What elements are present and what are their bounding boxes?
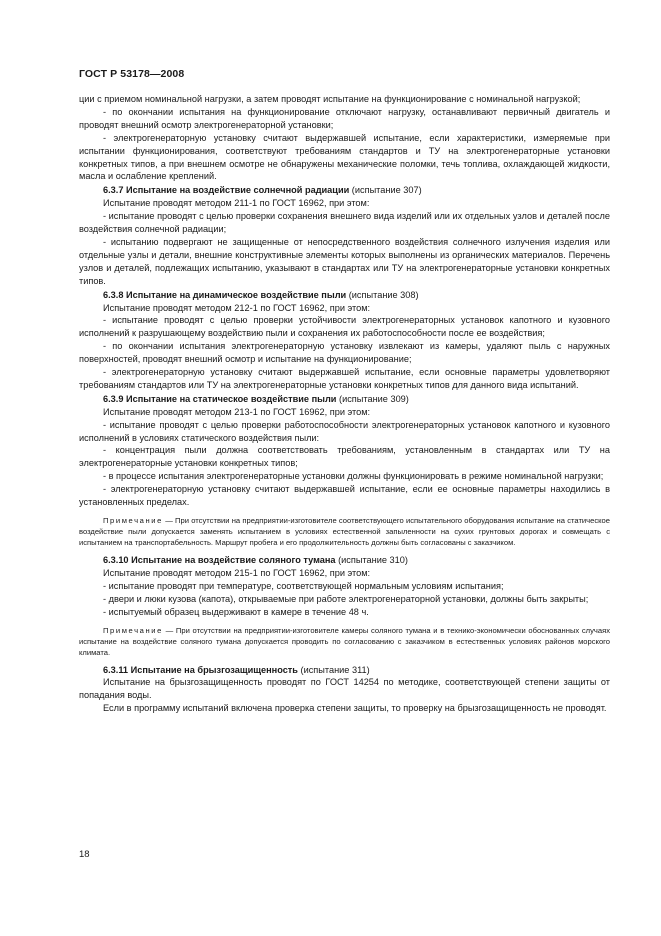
note-1	[79, 515, 610, 548]
paragraph: - в процессе испытания электрогенераторные установки должны функционировать в режиме номинальной нагрузки;	[103, 471, 604, 482]
section-title: Испытание на брызгозащищенность	[130, 664, 298, 675]
paragraph: - по окончании испытания электрогенераторную установку извлекают из камеры, удаляют пыль с наружных поверхностей, проводят внешний осмотр и испытание на функционирование;	[79, 341, 610, 365]
paragraph: Если в программу испытаний включена проверка степени защиты, то проверку на брызгозащищенность не проводят.	[103, 703, 607, 714]
paragraph: Испытание проводят методом 211-1 по ГОСТ 16962, при этом:	[103, 198, 370, 209]
document-body	[79, 93, 610, 715]
note-text: — При отсутствии на предприятии-изготовителе соответствующего испытательного оборудования испытание на статическое воздействие пыли допускается заменять испытанием в условиях естественной запыленности на сухих грунтовых дорогах и совмещать с испытанием на транспортабельность. Маршрут пробега и его продолжительность должны быть согласованы с заказчиком.	[79, 516, 610, 547]
paragraph: - испытание проводят с целью проверки работоспособности электрогенераторных установок капотного и кузовного исполнений в условиях статического воздействия пыли:	[79, 419, 610, 443]
section-suffix: (испытание 307)	[349, 185, 422, 196]
paragraph: - электрогенераторную установку считают выдержавшей испытание, если основные параметры удовлетворяют требованиям стандартов или ТУ на электрогенераторные установки конкретных типов для данного вида испытаний.	[79, 367, 610, 390]
note-label: Примечание	[103, 516, 163, 525]
section-heading-6-3-11	[79, 664, 610, 677]
section-number: 6.3.11	[103, 664, 129, 675]
note-text: — При отсутствии на предприятии-изготовителе камеры соляного тумана и в технико-экономически обоснованных случаях испытание на воздействие соляного тумана допускается проводить по согласованию с заказчиком в естественных условиях районов морского климата.	[79, 625, 610, 657]
paragraph: Испытание на брызгозащищенность проводят по ГОСТ 14254 по методике, соответствующей степени защиты от попадания воды.	[79, 677, 610, 701]
section-number: 6.3.8	[103, 289, 124, 300]
note-label: Примечание	[103, 625, 163, 635]
paragraph: Испытание проводят методом 212-1 по ГОСТ 16962, при этом:	[103, 302, 371, 313]
section-number: 6.3.7	[103, 185, 124, 196]
section-suffix: (испытание 308)	[346, 289, 419, 300]
section-suffix: (испытание 311)	[297, 664, 370, 675]
document-header: ГОСТ Р 53178—2008	[79, 68, 185, 80]
section-number: 6.3.9	[103, 393, 124, 404]
paragraph: - электрогенераторную установку считают выдержавшей испытание, если характеристики, измеряемые при испытании функционирования, соответствуют требованиям стандартов и ТУ на электрогенераторные установки конкретных типов, а при внешнем осмотре не обнаружены механические поломки, течь топлива, охлаждающей жидкости, масла и ослабление креплений.	[79, 132, 610, 182]
paragraph: Испытание проводят методом 215-1 по ГОСТ 16962, при этом:	[103, 567, 371, 578]
paragraph: - по окончании испытания на функционирование отключают нагрузку, останавливают первичный двигатель и проводят внешний осмотр электрогенераторной установки;	[79, 106, 610, 130]
section-number: 6.3.10	[103, 555, 129, 565]
section-title: Испытание на статическое воздействие пыли	[126, 393, 337, 404]
paragraph: - электрогенераторную установку считают выдержавшей испытание, если ее основные параметры находились в установленных пределах.	[79, 484, 610, 508]
section-title: Испытание на воздействие солнечной радиации	[126, 185, 350, 196]
section-heading-6-3-8	[79, 289, 610, 302]
section-suffix: (испытание 309)	[336, 393, 409, 404]
section-title: Испытание на воздействие соляного тумана	[131, 555, 336, 565]
section-heading-6-3-9	[79, 393, 610, 406]
paragraph: - испытание проводят с целью проверки устойчивости электрогенераторных установок капотного и кузовного исполнений к разрушающему воздействию пыли и сохранения их работоспособности после ее воздействия;	[79, 315, 610, 339]
paragraph: - концентрация пыли должна соответствовать требованиям, установленным в стандартах или ТУ на электрогенераторные установки конкретных типов;	[79, 445, 610, 469]
section-suffix: (испытание 310)	[335, 555, 408, 565]
paragraph: - испытуемый образец выдерживают в камере в течение 48 ч.	[103, 606, 369, 617]
paragraph: - испытанию подвергают не защищенные от непосредственного воздействия солнечного излучения изделия или отдельные узлы и детали, внешние конструктивные элементы которых выполнены из органических материалов. Перечень узлов и деталей, подлежащих испытанию, указывают в стандартах или ТУ на электрогенераторные установки конкретных типов.	[79, 236, 610, 286]
paragraph: - двери и люки кузова (капота), открываемые при работе электрогенераторной установки, должны быть закрыты;	[103, 593, 589, 604]
section-title: Испытание на динамическое воздействие пыли	[126, 289, 347, 300]
paragraph: ции с приемом номинальной нагрузки, а затем проводят испытание на функционирование с номинальной нагрузкой;	[79, 94, 581, 104]
paragraph: - испытание проводят с целью проверки сохранения внешнего вида изделий или их отдельных узлов и деталей после воздействия солнечной радиации;	[79, 211, 610, 235]
note-2	[79, 625, 610, 658]
paragraph: Испытание проводят методом 213-1 по ГОСТ 16962, при этом:	[103, 406, 371, 417]
section-heading-6-3-7	[79, 184, 610, 197]
paragraph: - испытание проводят при температуре, соответствующей нормальным условиям испытания;	[103, 580, 504, 591]
page-number: 18	[79, 849, 90, 860]
section-heading-6-3-10	[79, 554, 610, 567]
